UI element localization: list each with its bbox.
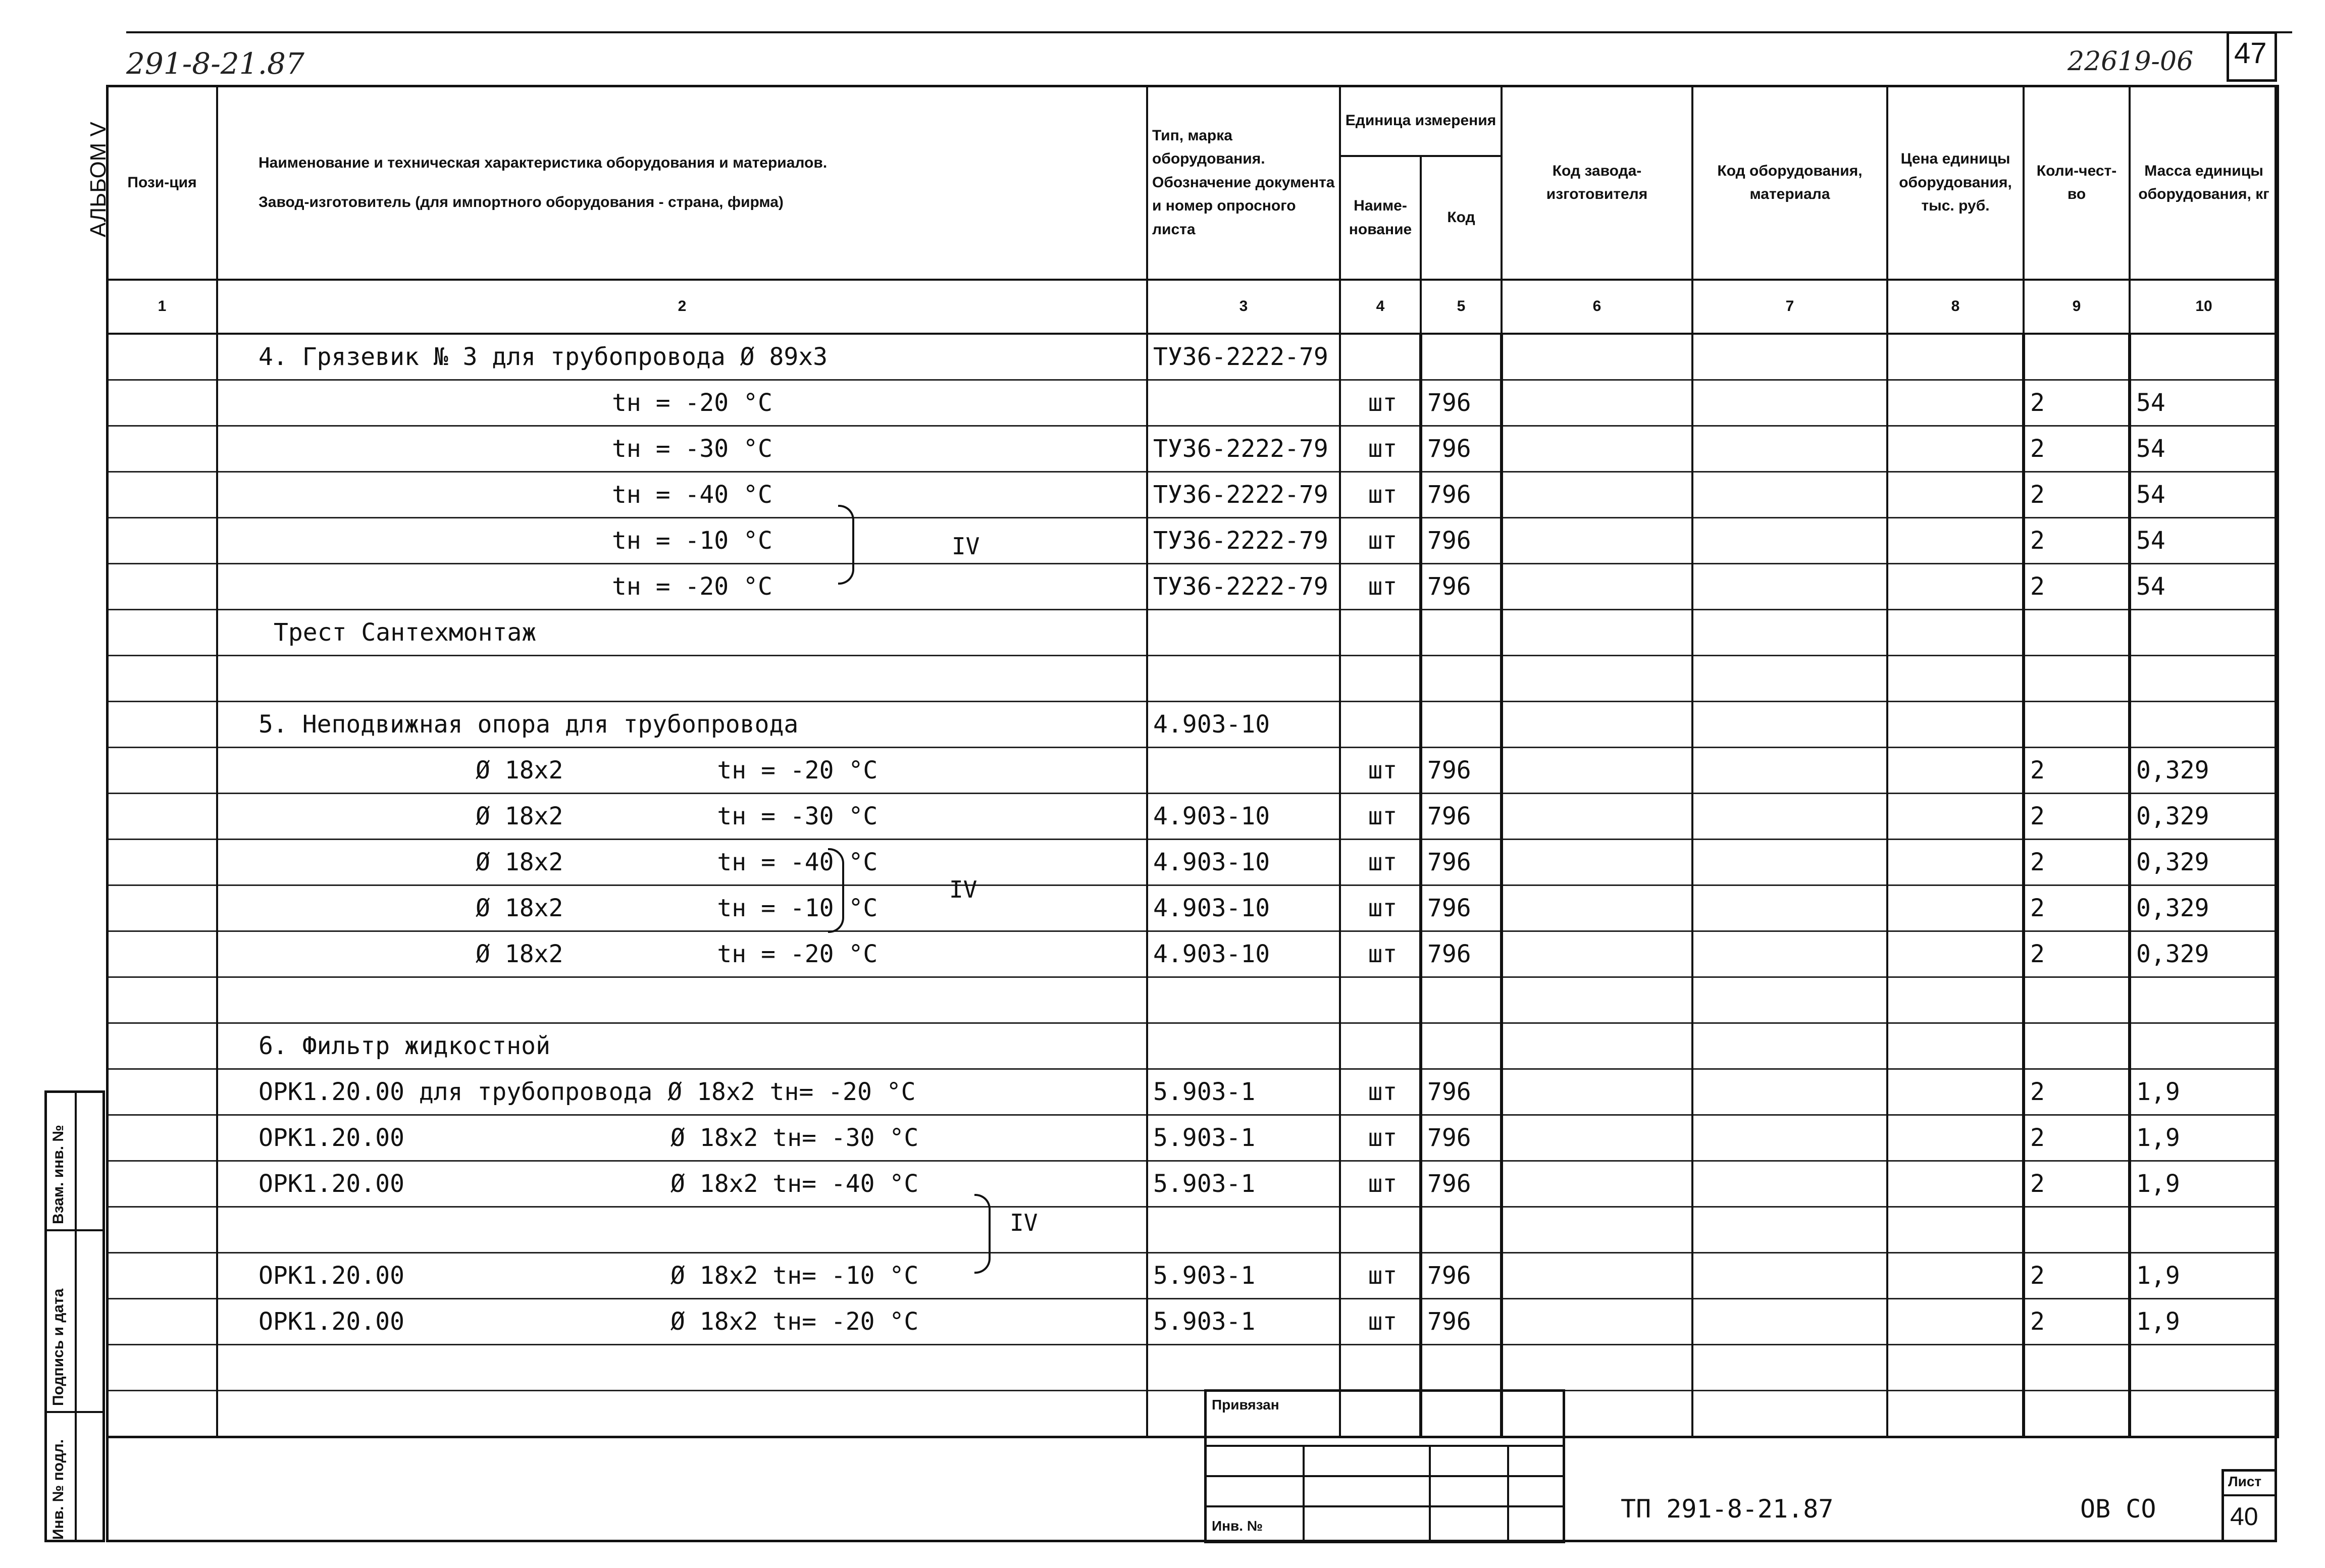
item-code: 796 [1421,472,1502,518]
item-unit: шт [1340,931,1421,977]
item-mass: 54 [2130,380,2278,426]
item-qty: 2 [2024,1069,2130,1115]
item-name: tн = -30 °C [217,426,1147,472]
item-doc: 5.903-1 [1147,1161,1340,1207]
item-unit: шт [1340,1069,1421,1115]
item-mass: 54 [2130,426,2278,472]
item-unit: шт [1340,1115,1421,1161]
sheet-number-box [2221,1469,2277,1542]
stamp-doc-code: ТП 291-8-21.87 [1621,1494,1834,1524]
sheet-top-line [126,31,2292,33]
side-inv-orig: Инв. № подл. [50,1439,67,1540]
header-price: Цена единицы оборудования, тыс. руб. [1887,86,2024,280]
col-num-10: 10 [2130,280,2278,334]
col-num-9: 9 [2024,280,2130,334]
item-unit: шт [1340,840,1421,885]
item-unit: шт [1340,794,1421,840]
item-qty: 2 [2024,380,2130,426]
col-num-7: 7 [1692,280,1887,334]
item-doc: ТУ36-2222-79 [1147,564,1340,610]
item-unit: шт [1340,564,1421,610]
bracket-label-2: IV [949,876,977,903]
item-name: 4. Грязевик № 3 для трубопровода Ø 89х3 [217,334,1147,380]
item-code: 796 [1421,1299,1502,1345]
item-doc: 5.903-1 [1147,1115,1340,1161]
item-doc: 4.903-10 [1147,794,1340,840]
page-number: 47 [2234,37,2267,70]
item-unit: шт [1340,885,1421,931]
item-code: 796 [1421,518,1502,564]
item-name: 6. Фильтр жидкостной [217,1023,1147,1069]
item-unit: шт [1340,426,1421,472]
item-mass: 0,329 [2130,748,2278,794]
item-name: Ø 18х2 tн = -40 °C [217,840,1147,885]
stamp-binding-box [1204,1389,1565,1543]
item-name: Ø 18х2 tн = -20 °C [217,931,1147,977]
item-qty: 2 [2024,885,2130,931]
item-name: Ø 18х2 tн = -30 °C [217,794,1147,840]
item-qty: 2 [2024,794,2130,840]
col-num-4: 4 [1340,280,1421,334]
item-name: ОРК1.20.00 для трубопровода Ø 18х2 tн= -20 °C [217,1069,1147,1115]
item-code: 796 [1421,748,1502,794]
item-unit: шт [1340,472,1421,518]
item-qty: 2 [2024,1161,2130,1207]
item-code: 796 [1421,380,1502,426]
item-mass: 1,9 [2130,1069,2278,1115]
item-code: 796 [1421,1069,1502,1115]
item-mass: 54 [2130,518,2278,564]
item-doc: 4.903-10 [1147,840,1340,885]
item-qty: 2 [2024,1115,2130,1161]
item-doc: 4.903-10 [1147,931,1340,977]
header-position: Пози-ция [107,86,217,280]
item-name: ОРК1.20.00 Ø 18х2 tн= -20 °C [217,1299,1147,1345]
item-code: 796 [1421,885,1502,931]
header-unit-code: Код [1447,209,1475,226]
item-code: 796 [1421,1115,1502,1161]
item-name: ОРК1.20.00 Ø 18х2 tн= -40 °C [217,1161,1147,1207]
sheet-frame [106,85,2277,1542]
item-qty: 2 [2024,426,2130,472]
item-doc: ТУ36-2222-79 [1147,334,1340,380]
item-qty: 2 [2024,931,2130,977]
item-mass: 0,329 [2130,931,2278,977]
sheet-number: 40 [2230,1502,2258,1531]
header-name-line2: Завод-изготовитель (для импортного оборудования - страна, фирма) [259,194,784,211]
item-name: Ø 18х2 tн = -20 °C [217,748,1147,794]
item-unit: шт [1340,518,1421,564]
item-code: 796 [1421,931,1502,977]
stamp-bound-label: Привязан [1212,1397,1279,1413]
side-approval-strip [44,1090,105,1542]
item-code: 796 [1421,840,1502,885]
item-unit: шт [1340,1253,1421,1299]
col-num-3: 3 [1147,280,1340,334]
item-mass: 54 [2130,472,2278,518]
item-unit: шт [1340,748,1421,794]
item-code: 796 [1421,1253,1502,1299]
col-num-6: 6 [1502,280,1692,334]
col-num-2: 2 [217,280,1147,334]
item-qty: 2 [2024,748,2130,794]
item-name: tн = -20 °C [217,564,1147,610]
top-left-code: 291-8-21.87 [126,46,304,81]
album-label: АЛЬБОМ V [86,122,111,237]
item-doc: 5.903-1 [1147,1069,1340,1115]
col-num-8: 8 [1887,280,2024,334]
header-name-line1: Наименование и техническая характеристика оборудования и материалов. [259,154,828,171]
item-qty: 2 [2024,1253,2130,1299]
item-doc: ТУ36-2222-79 [1147,518,1340,564]
item-qty: 2 [2024,518,2130,564]
top-right-code: 22619-06 [2068,46,2194,77]
col-num-5: 5 [1421,280,1502,334]
sheet-label: Лист [2228,1474,2262,1489]
header-quantity: Коли-чест-во [2024,86,2130,280]
item-doc: ТУ36-2222-79 [1147,426,1340,472]
header-equipment-code: Код оборудования, материала [1692,86,1887,280]
item-qty: 2 [2024,1299,2130,1345]
item-name: 5. Неподвижная опора для трубопровода [217,702,1147,748]
item-mass: 1,9 [2130,1253,2278,1299]
item-code: 796 [1421,426,1502,472]
item-name: tн = -20 °C [217,380,1147,426]
header-unit-name: Наиме-нование [1341,157,1422,279]
item-doc: ТУ36-2222-79 [1147,472,1340,518]
item-mass: 0,329 [2130,794,2278,840]
header-type: Тип, марка оборудования. Обозначение документа и номер опросного листа [1147,86,1340,280]
item-name: ОРК1.20.00 Ø 18х2 tн= -30 °C [217,1115,1147,1161]
item-code: 796 [1421,794,1502,840]
item-mass: 1,9 [2130,1115,2278,1161]
header-unit-title: Единица измерения [1341,87,1501,157]
item-code: 796 [1421,1161,1502,1207]
item-mass: 1,9 [2130,1161,2278,1207]
item-doc: 4.903-10 [1147,702,1340,748]
item-qty: 2 [2024,564,2130,610]
item-mass: 0,329 [2130,840,2278,885]
item-name: tн = -10 °C [217,518,1147,564]
item-mass: 54 [2130,564,2278,610]
bracket-label-1: IV [952,533,980,560]
item-unit: шт [1340,1161,1421,1207]
item-qty: 2 [2024,840,2130,885]
item-mass: 0,329 [2130,885,2278,931]
item-qty: 2 [2024,472,2130,518]
item-name: ОРК1.20.00 Ø 18х2 tн= -10 °C [217,1253,1147,1299]
stamp-section: ОВ СО [2080,1494,2156,1524]
item-name: Трест Сантехмонтаж [217,610,1147,656]
item-unit: шт [1340,1299,1421,1345]
item-mass: 1,9 [2130,1299,2278,1345]
header-factory-code: Код завода-изготовителя [1502,86,1692,280]
item-doc: 5.903-1 [1147,1299,1340,1345]
item-name: Ø 18х2 tн = -10 °C [217,885,1147,931]
header-mass: Масса единицы оборудования, кг [2130,86,2278,280]
item-doc: 5.903-1 [1147,1253,1340,1299]
item-unit: шт [1340,380,1421,426]
item-doc: 4.903-10 [1147,885,1340,931]
side-sign-date: Подпись и дата [50,1288,67,1406]
side-inv-replace: Взам. инв. № [50,1125,67,1224]
item-code: 796 [1421,564,1502,610]
item-name: tн = -40 °C [217,472,1147,518]
bracket-label-3: IV [1010,1209,1038,1236]
col-num-1: 1 [107,280,217,334]
stamp-inv-label: Инв. № [1212,1518,1263,1534]
